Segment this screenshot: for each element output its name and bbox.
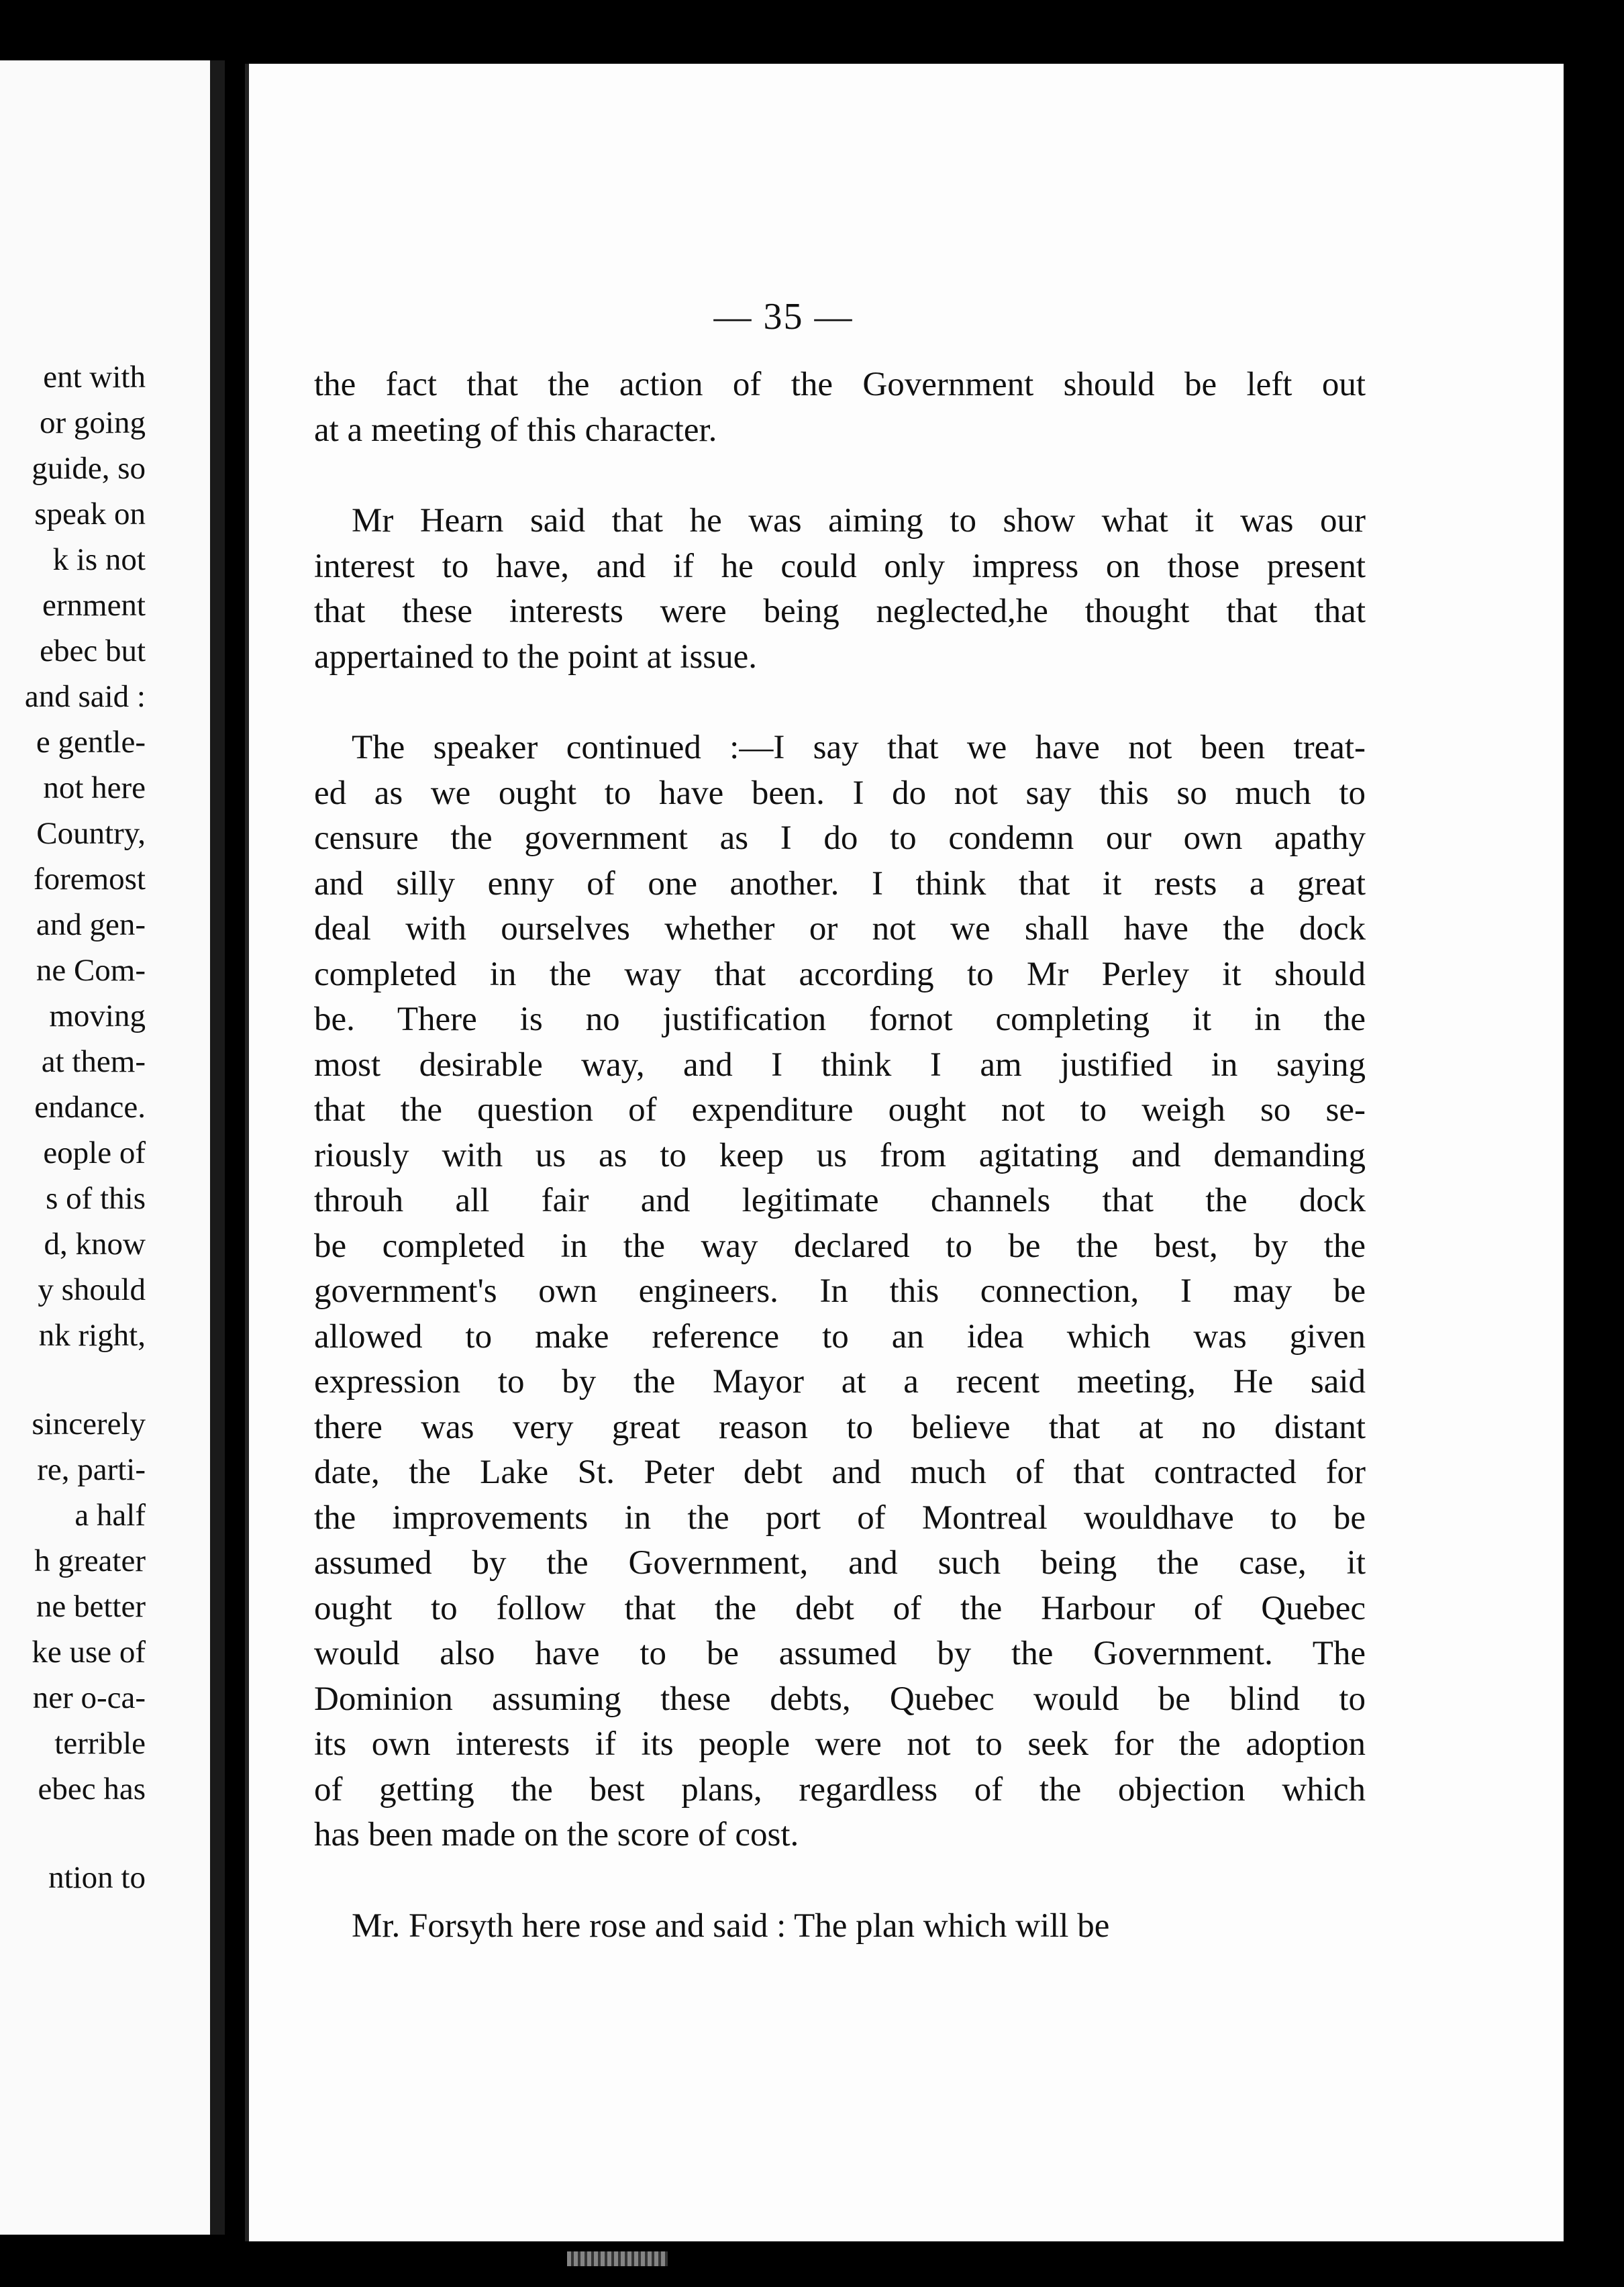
facing-page-line: terrible xyxy=(54,1726,146,1761)
text-line: there was very great reason to believe that at no distant xyxy=(314,1408,1366,1446)
text-line: that the question of expenditure ought not to weigh so se- xyxy=(314,1091,1366,1129)
facing-page-line xyxy=(0,1358,146,1401)
text-line: would also have to be assumed by the Government. The xyxy=(314,1635,1366,1672)
text-line xyxy=(314,725,1366,771)
text-line: appertained to the point at issue. xyxy=(314,638,757,676)
facing-page-line: speak on xyxy=(34,497,146,531)
text-line: assumed by the Government, and such being the case, it xyxy=(314,1544,1366,1582)
text-line-content: Mr Hearn said that he was aiming to show what it was our xyxy=(352,502,1366,540)
facing-page-line: at them- xyxy=(41,1044,146,1079)
facing-page-line: e gentle- xyxy=(36,725,146,760)
facing-page-line: eople of xyxy=(43,1135,146,1170)
text-line: be completed in the way declared to be the best, by the xyxy=(314,1227,1366,1265)
facing-page-line: and gen- xyxy=(36,907,146,942)
text-line: deal with ourselves whether or not we shall have the dock xyxy=(314,910,1366,948)
paragraph xyxy=(314,362,1366,453)
facing-page-line: ntion to xyxy=(48,1860,146,1895)
facing-page-line: k is not xyxy=(52,542,146,577)
text-line: and silly enny of one another. I think that it rests a great xyxy=(314,864,1366,903)
text-line: expression to by the Mayor at a recent meeting, He said xyxy=(314,1363,1366,1401)
paragraph xyxy=(314,499,1366,680)
facing-page-line: ne better xyxy=(36,1589,146,1624)
facing-page-line: ent with xyxy=(43,360,146,395)
facing-page-line: moving xyxy=(49,999,146,1033)
text-line: at a meeting of this character. xyxy=(314,411,717,449)
facing-page-line: a half xyxy=(74,1498,146,1533)
facing-page-line: sincerely xyxy=(32,1407,146,1441)
facing-page-line: ebec has xyxy=(38,1772,146,1807)
facing-page-line: h greater xyxy=(34,1543,146,1578)
facing-page-line: y should xyxy=(38,1272,146,1307)
facing-page-line: ernment xyxy=(42,588,146,623)
text-line: interest to have, and if he could only impress on those present xyxy=(314,547,1366,585)
facing-page-line: nk right, xyxy=(38,1318,146,1353)
facing-page-line: re, parti- xyxy=(37,1452,146,1487)
facing-page-line xyxy=(0,1812,146,1855)
text-line: Dominion assuming these debts, Quebec would be blind to xyxy=(314,1680,1366,1718)
facing-page-line: not here xyxy=(43,770,146,805)
scan-artifact xyxy=(567,2251,668,2266)
facing-page-line: s of this xyxy=(46,1181,146,1216)
book-spine xyxy=(210,60,225,2235)
facing-page-line: guide, so xyxy=(32,451,146,486)
body-text xyxy=(314,362,1366,1994)
text-line xyxy=(314,499,1366,544)
text-line: riously with us as to keep us from agitating and demanding xyxy=(314,1136,1366,1174)
text-line: government's own engineers. In this connection, I may be xyxy=(314,1272,1366,1310)
text-line: censure the government as I do to condemn our own apathy xyxy=(314,819,1366,857)
facing-page-line: ebec but xyxy=(40,633,146,668)
text-line: allowed to make reference to an idea which was given xyxy=(314,1317,1366,1356)
text-line: date, the Lake St. Peter debt and much of that contracted for xyxy=(314,1454,1366,1491)
facing-page-line: endance. xyxy=(34,1090,146,1125)
text-line xyxy=(314,1904,1366,1949)
facing-page-line: d, know xyxy=(44,1227,146,1262)
text-line: ed as we ought to have been. I do not say this so much to xyxy=(314,774,1366,812)
facing-page-line: foremost xyxy=(33,862,146,897)
facing-page-fragment xyxy=(0,60,225,2235)
facing-page-line: and said : xyxy=(24,679,146,714)
text-line: completed in the way that according to Mr Perley it should xyxy=(314,955,1366,993)
text-line: throuh all fair and legitimate channels that the dock xyxy=(314,1182,1366,1219)
text-line-content: Mr. Forsyth here rose and said : The plan which will be xyxy=(352,1907,1110,1945)
text-line-content: The speaker continued :—I say that we have not been treat- xyxy=(352,729,1366,766)
text-line: its own interests if its people were not to seek for the adoption xyxy=(314,1725,1366,1763)
facing-page-line: ner o-ca- xyxy=(32,1680,146,1715)
text-line: of getting the best plans, regardless of the objection which xyxy=(314,1770,1366,1809)
page-number: — 35 — xyxy=(713,296,854,338)
text-line: the fact that the action of the Government should be left out xyxy=(314,366,1366,403)
text-line: that these interests were being neglected,he thought that that xyxy=(314,593,1366,630)
paragraph xyxy=(314,1904,1366,1949)
text-line: has been made on the score of cost. xyxy=(314,1816,799,1853)
facing-page-line: or going xyxy=(40,405,146,440)
text-line: be. There is no justification fornot completing it in the xyxy=(314,1001,1366,1038)
facing-page-line: ne Com- xyxy=(36,953,146,988)
text-line: most desirable way, and I think I am justified in saying xyxy=(314,1046,1366,1084)
facing-page-line: ke use of xyxy=(32,1635,146,1670)
main-page xyxy=(245,64,1564,2241)
facing-page-text xyxy=(0,354,146,1900)
facing-page-line: Country, xyxy=(36,816,146,851)
paragraph xyxy=(314,725,1366,1858)
text-line: the improvements in the port of Montreal wouldhave to be xyxy=(314,1498,1366,1537)
text-line: ought to follow that the debt of the Harbour of Quebec xyxy=(314,1589,1366,1627)
